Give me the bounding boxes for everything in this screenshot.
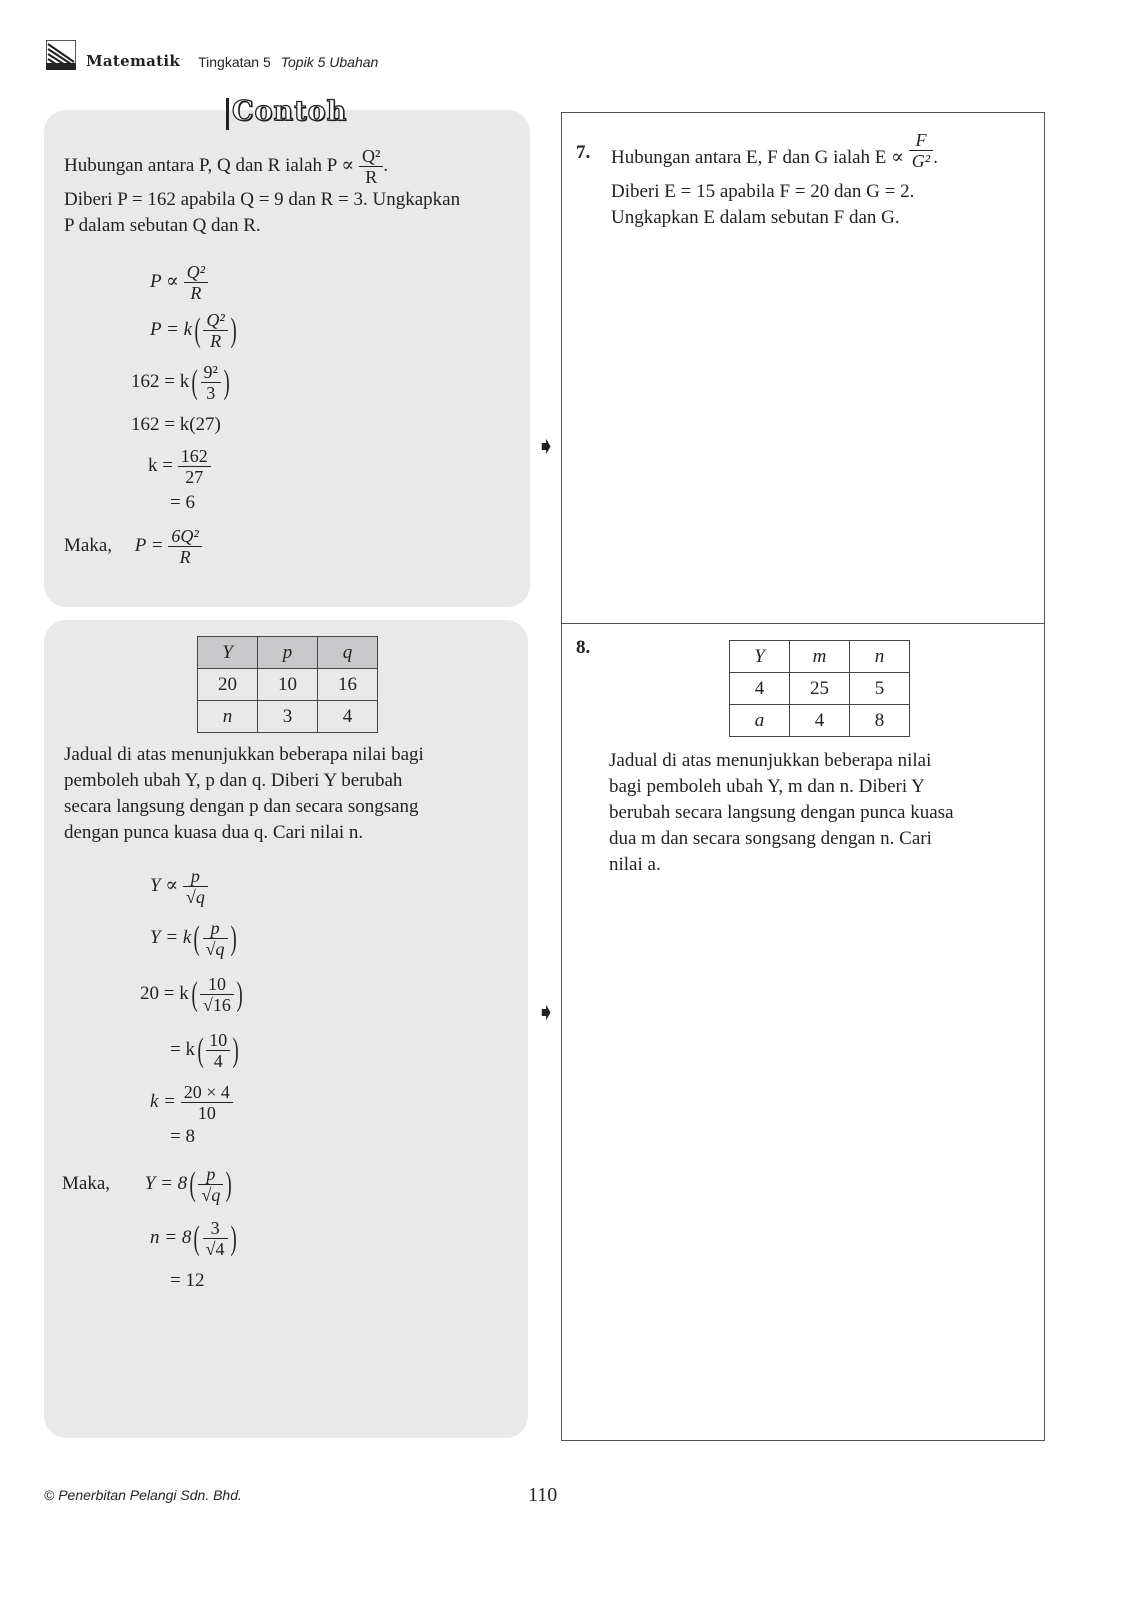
copyright-notice: © Penerbitan Pelangi Sdn. Bhd. <box>44 1487 242 1503</box>
ex2-step-6: = 8 <box>170 1126 195 1147</box>
example-title: Contoh <box>232 96 348 127</box>
table-row: 4 25 5 <box>730 673 910 705</box>
table-row: n 3 4 <box>198 701 378 733</box>
ex2-step-3: 20 = k( $\frac{10}{√16}$ ) <box>140 974 243 1015</box>
table-header-row: Y p q <box>198 637 378 669</box>
question-8-box <box>561 622 1045 1441</box>
ex2-step-7: Maka, Y = 8( $\frac{p}{√q}$ ) <box>62 1164 233 1205</box>
ex2-step-9: = 12 <box>170 1270 205 1291</box>
table-row: a 4 8 <box>730 705 910 737</box>
example1-question: Hubungan antara P, Q dan R ialah P ∝ $\frac{\text{Q²}}{R}$ . Diberi P = 162 apabila Q = 9 dan R = 3. Ungkapkan P dalam sebutan Q dan R. <box>64 146 524 239</box>
table-row: 20 10 16 <box>198 669 378 701</box>
table-header-row: Y m n <box>730 641 910 673</box>
ex1-step-2: P = k( $\frac{\text{Q²}}{R}$ ) <box>150 310 237 351</box>
ex1-step-5: k = $\frac{162}{27}$ <box>148 446 211 487</box>
question-7-text: Hubungan antara E, F dan G ialah E ∝ $\frac{F}{\text{G²}}$ . Diberi E = 15 apabila F = 20 dan G = 2. Ungkapkan E dalam sebutan F dan G. <box>611 130 938 228</box>
ex2-step-5: k = $\frac{20 \times 4}{10}$ <box>150 1082 233 1123</box>
grade-label: Tingkatan 5 <box>198 54 271 70</box>
question-8-text: Jadual di atas menunjukkan beberapa nilai bagi pemboleh ubah Y, m dan n. Diberi Y berubah secara langsung dengan punca kuasa dua m dan secara songsang dengan n. Cari nilai a. <box>609 750 954 875</box>
question8-table <box>729 640 910 737</box>
topic-label: Topik 5 Ubahan <box>280 54 379 70</box>
page-number: 110 <box>528 1484 558 1506</box>
question-8-number: 8. <box>576 637 591 658</box>
example1-q-line3: P dalam sebutan Q dan R. <box>64 215 261 236</box>
question-7-number: 7. <box>576 142 591 163</box>
ex1-step-4: 162 = k(27) <box>131 414 221 435</box>
ex1-step-6: = 6 <box>170 492 195 513</box>
ex1-step-1: P ∝ $\frac{\text{Q²}}{R}$ <box>150 262 208 303</box>
arrow-right-icon: ➧ <box>536 432 557 460</box>
ex2-step-2: Y = k( $\frac{p}{√q}$ ) <box>150 918 237 959</box>
ex1-step-7: Maka, P = $\frac{\text{6Q²}}{R}$ <box>64 526 202 567</box>
ex2-step-4: = k( $\frac{10}{4}$ ) <box>170 1030 240 1071</box>
example2-table <box>197 636 378 733</box>
pelangi-logo-icon <box>46 40 76 70</box>
example1-q-line2: Diberi P = 162 apabila Q = 9 dan R = 3. Ungkapkan <box>64 189 461 210</box>
arrow-right-icon: ➧ <box>536 998 557 1026</box>
subject-title: Matematik <box>86 52 181 70</box>
ex2-step-8: n = 8( $\frac{3}{√4}$ ) <box>150 1218 237 1259</box>
example1-q-line1: Hubungan antara P, Q dan R ialah P ∝ <box>64 154 359 176</box>
example2-text: Jadual di atas menunjukkan beberapa nilai bagi pemboleh ubah Y, p dan q. Diberi Y berubah secara langsung dengan p dan secara songsang dengan punca kuasa dua q. Cari nilai n. <box>64 744 424 843</box>
ex1-step-3: 162 = k( $\frac{\text{9²}}{3}$ ) <box>131 362 230 403</box>
example1-q-fraction: $\frac{\text{Q²}}{R}$ <box>359 146 383 187</box>
page-header <box>46 34 378 70</box>
ex2-step-1: Y ∝ $\frac{p}{√q}$ <box>150 866 208 907</box>
